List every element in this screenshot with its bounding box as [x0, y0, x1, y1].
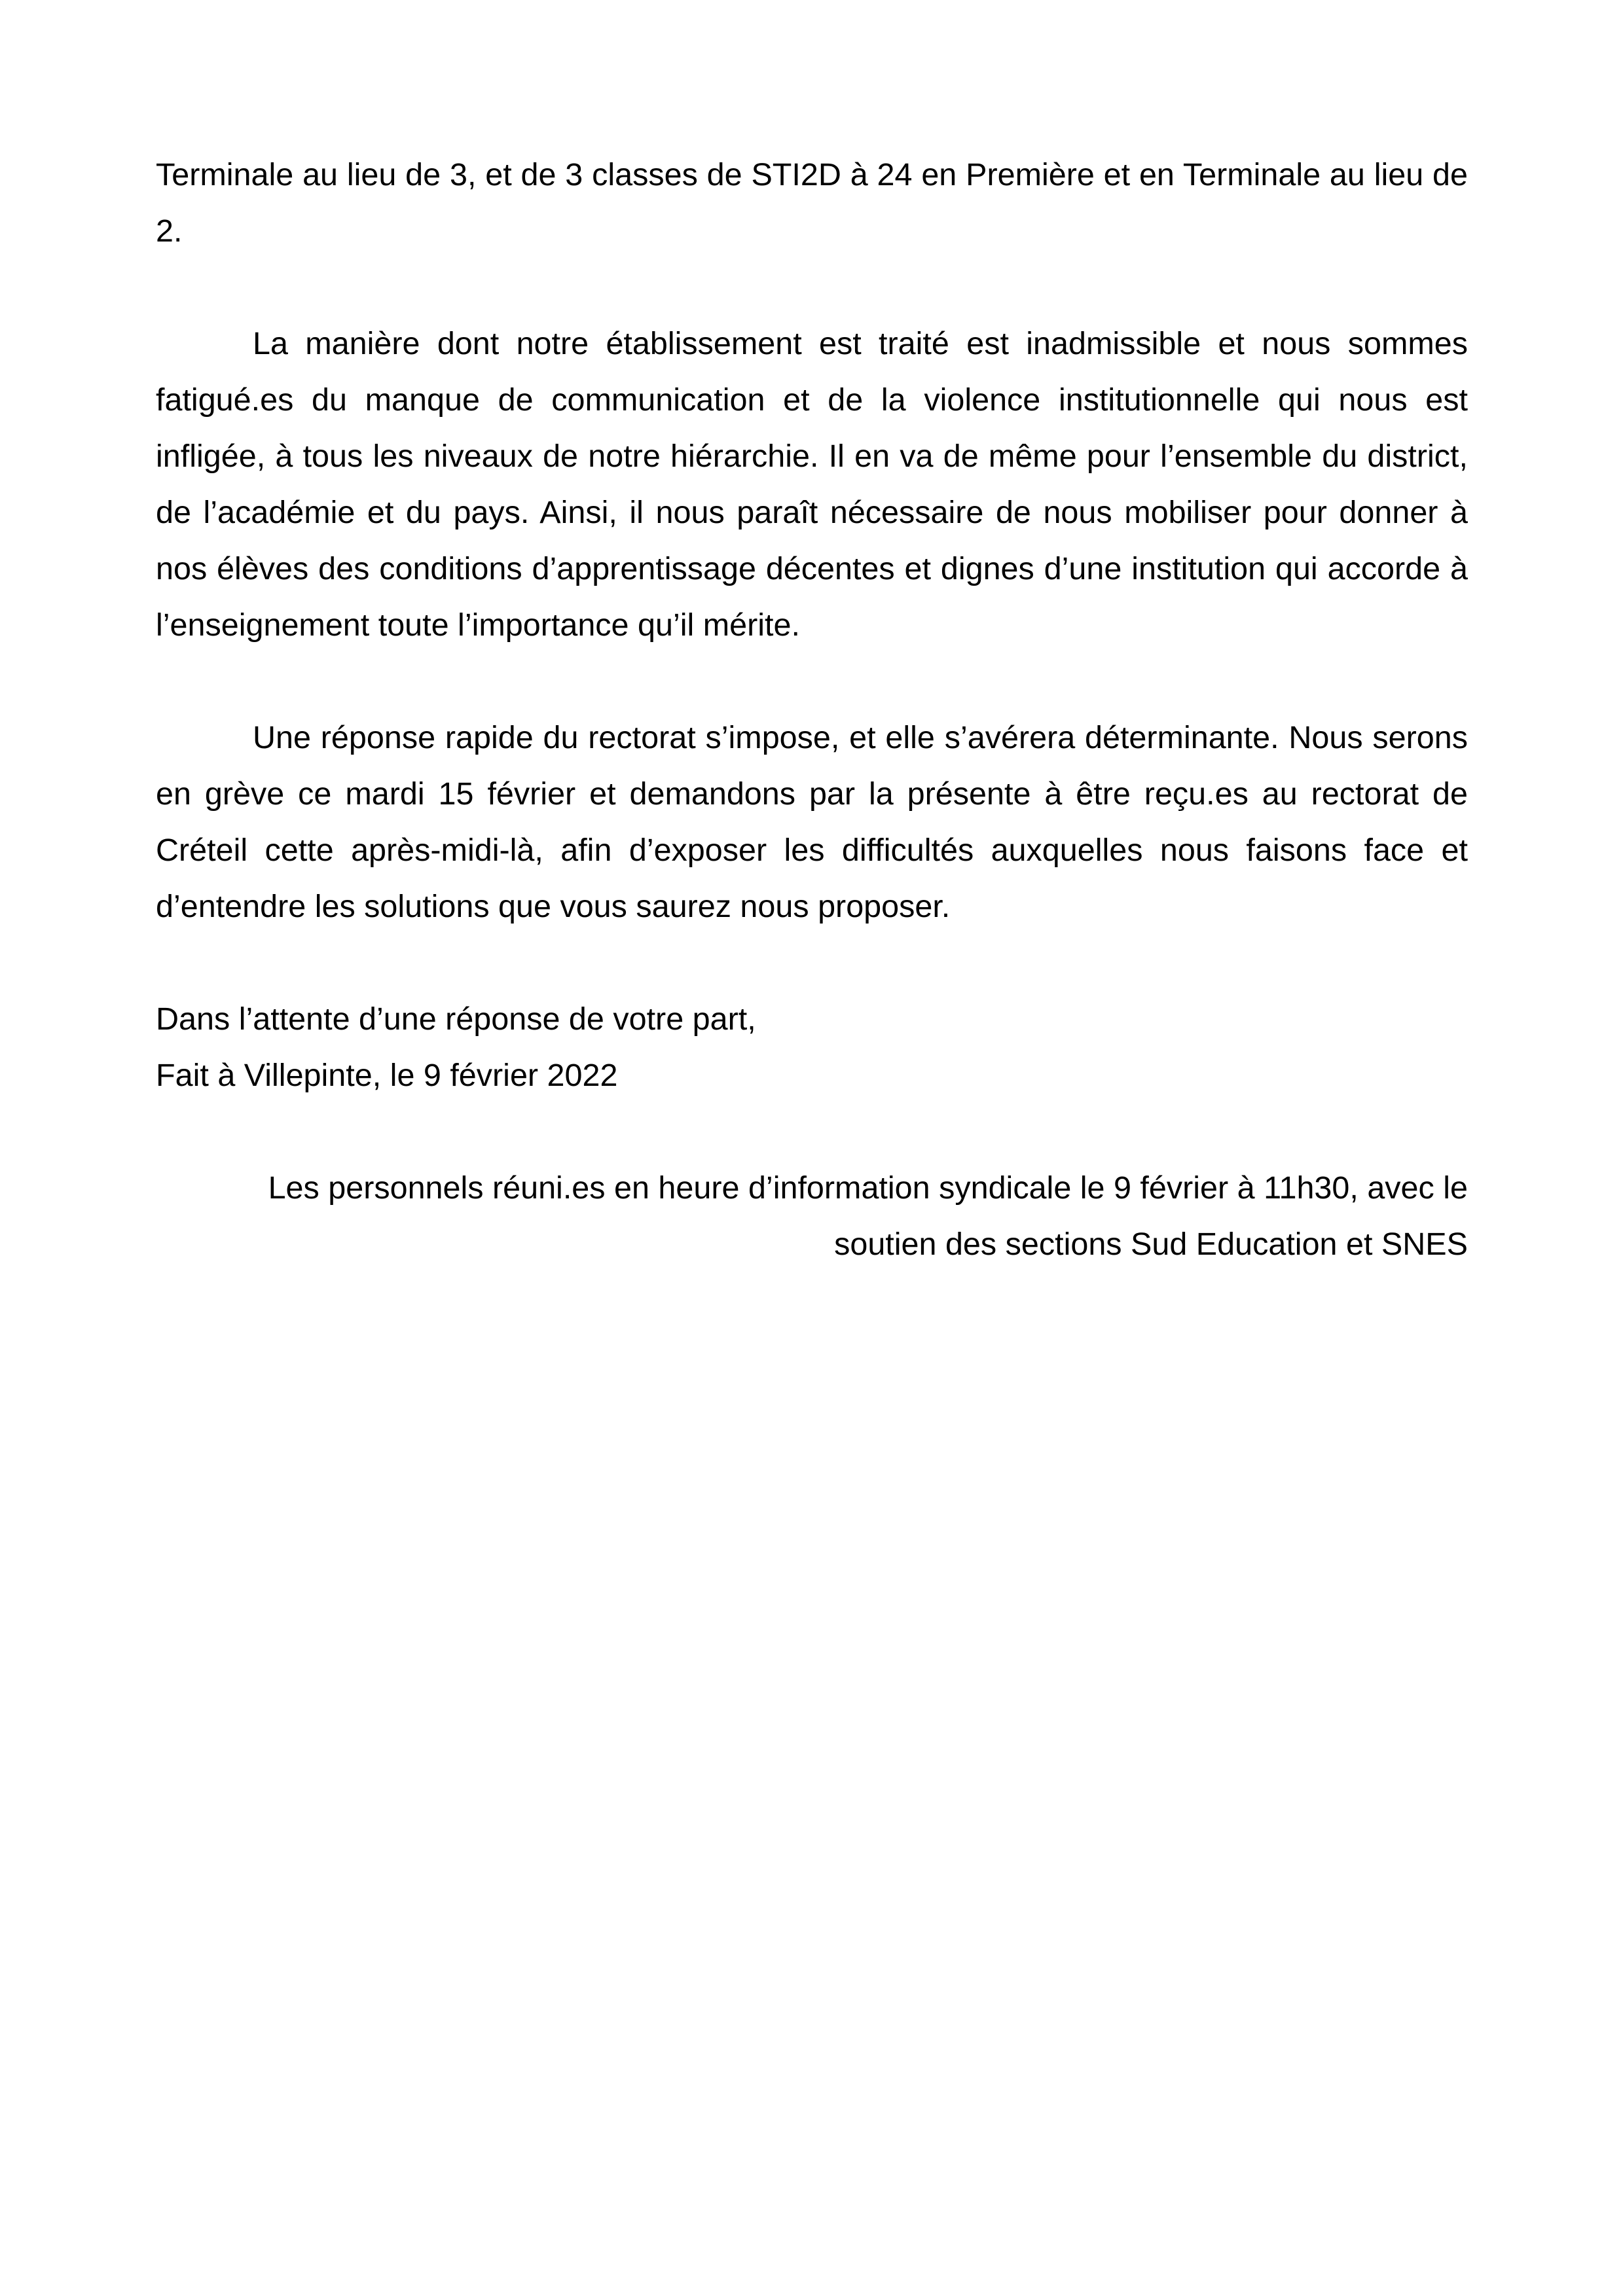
paragraph-continuation: Terminale au lieu de 3, et de 3 classes de STI2D à 24 en Première et en Terminale au lieu de 2. [156, 157, 1468, 249]
paragraph-strike-request: Une réponse rapide du rectorat s’impose, et elle s’avérera déterminante. Nous serons en grève ce mardi 15 février et demandons par la présente à être reçu.es au rectorat de Créteil cette après-midi-là, afin d’exposer les difficultés auxquelles nous faisons face et d’entendre les solutions que vous saurez nous proposer. [156, 720, 1468, 924]
closing-line: Dans l’attente d’une réponse de votre part, [156, 1001, 756, 1037]
signature-line-1: Les personnels réuni.es en heure d’information syndicale le 9 février à 11h30, avec le [268, 1170, 1468, 1206]
place-date-line: Fait à Villepinte, le 9 février 2022 [156, 1058, 618, 1093]
paragraph-complaint: La manière dont notre établissement est traité est inadmissible et nous sommes fatigué.es du manque de communication et de la violence institutionnelle qui nous est infligée, à tous les niveaux de notre hiérarchie. Il en va de même pour l’ensemble du district, de l’académie et du pays. Ainsi, il nous paraît nécessaire de nous mobiliser pour donner à nos élèves des conditions d’apprentissage décentes et dignes d’une institution qui accorde à l’enseignement toute l’importance qu’il mérite. [156, 326, 1468, 643]
letter-page [156, 147, 1468, 1272]
signature-line-2: soutien des sections Sud Education et SNES [834, 1227, 1468, 1262]
